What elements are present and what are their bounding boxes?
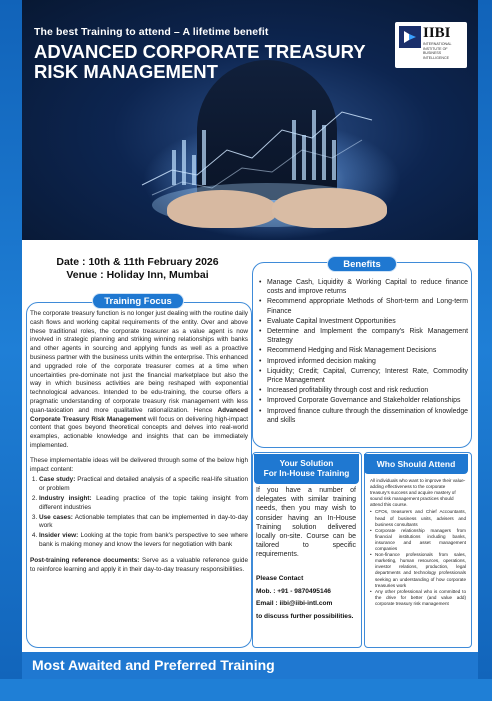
left-border: [0, 0, 22, 701]
bottom-banner: Most Awaited and Preferred Training: [22, 652, 478, 679]
benefit-item: • Recommend appropriate Methods of Short-term and Long-term Finance: [258, 297, 468, 315]
training-focus-heading: Training Focus: [92, 293, 184, 309]
benefit-item: • Improved informed decision making: [258, 357, 468, 366]
methods-intro: These implementable ideas will be delivered through some of the below high impact content:: [30, 456, 248, 473]
event-details: [30, 256, 245, 282]
who-body: [370, 478, 466, 607]
benefit-item: • Improved Corporate Governance and Stakeholder relationships: [258, 396, 468, 405]
benefit-item: • Manage Cash, Liquidity & Working Capital to reduce finance costs and improve returns: [258, 278, 468, 296]
benefit-item: • Evaluate Capital Investment Opportunities: [258, 317, 468, 326]
bottom-border: [0, 679, 492, 701]
contact-mobile[interactable]: Mob. : +91 - 9870495146: [256, 587, 331, 595]
method-item: 3. Use cases: Actionable templates that can be implemented in day-to-day work: [39, 514, 248, 532]
who-item: • Corporate relationship managers from financial institutions including banks, insurance and asset management companies: [370, 528, 466, 552]
who-item: • Non-finance professionals from sales, marketing, human resources, operations, investor relations, production, legal departments and technology professionals seeking an understanding of how corporate treasuries work: [370, 552, 466, 589]
training-focus-body: [30, 310, 248, 580]
right-hand: [272, 188, 387, 228]
tagline: The best Training to attend – A lifetime benefit: [34, 26, 269, 38]
logo-subtitle: INTERNATIONAL INSTITUTE OF BUSINESS INTELLIGENCE: [423, 42, 452, 60]
solution-heading: Your Solution For In-House Training: [254, 454, 359, 484]
contact-footer: to discuss further possibilities.: [256, 612, 354, 620]
benefit-item: • Recommend Hedging and Risk Management Decisions: [258, 346, 468, 355]
method-item: 2. Industry insight: Leading practice of the topic taking insight from different industries: [39, 495, 248, 513]
post-training-note: Post-training reference documents: Serve as a valuable reference guide to reinforce learning and apply it in their day-to-day treasury responsibilities.: [30, 556, 249, 573]
left-hand: [167, 190, 277, 228]
benefit-item: • Liquidity; Credit; Capital, Currency; Interest Rate, Commodity Price Management: [258, 367, 468, 385]
who-intro: All individuals who want to improve their value-adding effectiveness to the corporate treasury's success and acquire mastery of sound risk management practices should attend this course.: [370, 478, 466, 508]
event-venue: Venue : Holiday Inn, Mumbai: [66, 269, 209, 281]
iibi-logo: [395, 22, 467, 68]
who-list: [370, 509, 466, 607]
method-item: 4. Insider view: Looking at the topic from bank's perspective to see where bank is making money and know the levers for negotiation with bank: [39, 532, 248, 550]
benefit-item: • Determine and Implement the company's Risk Management Strategy: [258, 327, 468, 345]
who-item: • CFOs, treasurers and Chief Accountants, head of business units, advisers and business consultants: [370, 509, 466, 527]
method-item: 1. Case study: Practical and detailed analysis of a specific real-life situation or problem: [39, 476, 248, 494]
logo-text: IIBI: [423, 25, 451, 41]
course-title-line2: RISK MANAGEMENT: [34, 61, 218, 82]
methods-list: [39, 476, 248, 549]
who-item: • Any other professional who is committed to the drive for better (and value add) corporate treasury risk management: [370, 589, 466, 607]
right-border: [478, 0, 492, 701]
event-date: Date : 10th & 11th February 2026: [56, 256, 219, 268]
benefits-heading: Benefits: [327, 256, 397, 272]
contact-block: [256, 573, 364, 623]
training-focus-intro: The corporate treasury function is no longer just dealing with the routine daily cash flows and working capital requirements of the entity. Over and above these traditional roles, the corporate treasurer as a value agent is now involved in strategic planning and striking winning relationships with banks and other agents in sourcing and applying funds as well as a proactive business partner with the business units within the enterprise. This enhanced and upgraded role of the corporate treasurer comes at a time when uncertainties pre-dominate not just the financial marketplace but also the way in which business activities are being reshaped with exponential technological advances. Intended to be edu-training, the course offers a pragmatic understanding of corporate treasury risk management with less quan-taxication and more qualitative rationalization. Hence Advanced Corporate Treasury Risk Management will focus on delivering high-impact content that goes beyond theoretical concepts and delves into real-world examples, actionable knowledge and insights that can be immediately implemented.: [30, 310, 248, 449]
course-title: [34, 42, 374, 82]
benefit-item: • Improved finance culture through the dissemination of knowledge and skills: [258, 407, 468, 425]
course-title-line1: ADVANCED CORPORATE TREASURY: [34, 41, 366, 62]
benefit-item: • Increased profitability through cost and risk reduction: [258, 386, 468, 395]
logo-mark-icon: [399, 26, 421, 48]
benefits-list: [258, 278, 468, 426]
contact-heading: Please Contact: [256, 575, 304, 582]
contact-email[interactable]: Email : iibi@iibi-intl.com: [256, 600, 333, 607]
solution-text: If you have a number of delegates with similar training needs, then you may wish to consider having an In-House Training solution delivered locally on-site. Course can be tailored to specific requirements.: [256, 487, 356, 559]
who-heading: Who Should Attend: [364, 454, 468, 474]
